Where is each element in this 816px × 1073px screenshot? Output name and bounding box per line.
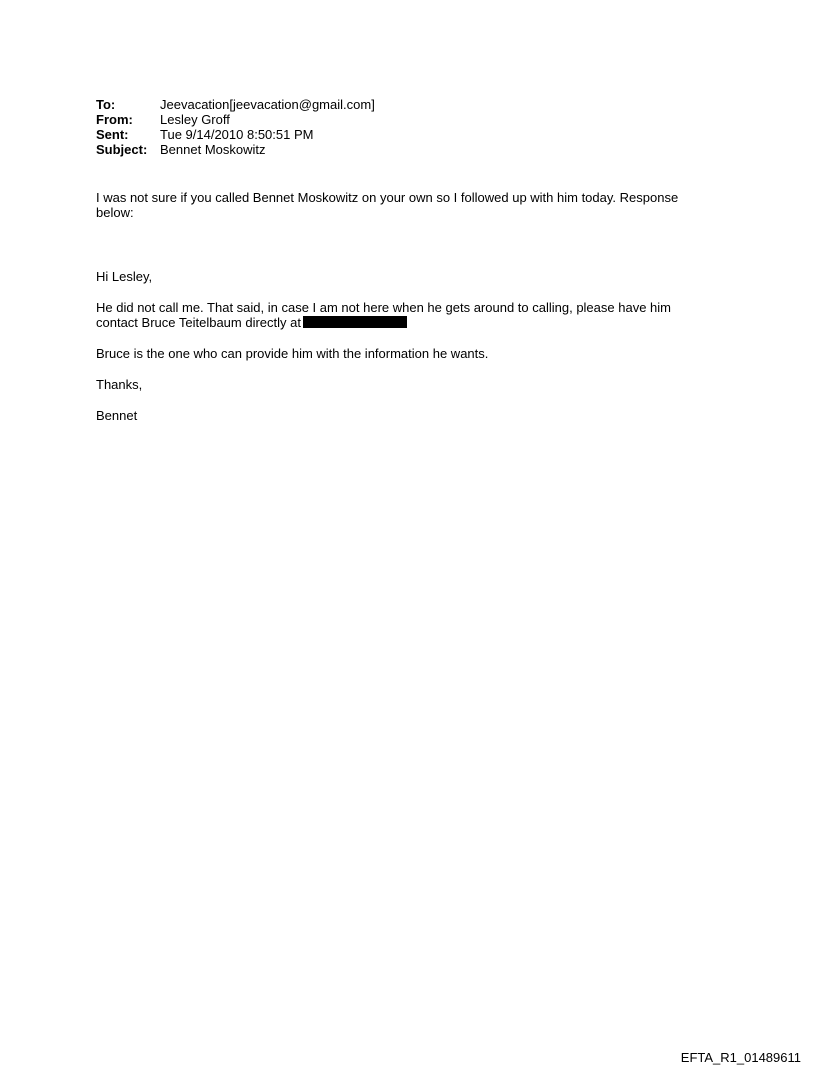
header-from-label: From: (96, 112, 133, 127)
header-to-row (96, 97, 375, 112)
header-subject-row (96, 142, 375, 157)
body-paragraph-1 (96, 300, 716, 330)
header-sent-label: Sent: (96, 127, 129, 142)
greeting: Hi Lesley, (96, 269, 153, 284)
header-sent-value: Tue 9/14/2010 8:50:51 PM (160, 127, 314, 142)
header-from-row (96, 112, 375, 127)
header-sent-row (96, 127, 375, 142)
intro-line-1: I was not sure if you called Bennet Moskowitz on your own so I followed up with him today. Response (96, 190, 679, 205)
header-to-label: To: (96, 97, 116, 112)
intro-paragraph (96, 190, 716, 220)
header-subject-value: Bennet Moskowitz (160, 142, 266, 157)
document-id: EFTA_R1_01489611 (680, 1050, 801, 1065)
header-subject-label: Subject: (96, 142, 148, 157)
email-header (96, 97, 375, 157)
closing: Thanks, (96, 377, 143, 392)
redaction-box (303, 316, 407, 328)
body-paragraph-2: Bruce is the one who can provide him with the information he wants. (96, 346, 489, 361)
signature: Bennet (96, 408, 138, 423)
intro-line-2: below: (96, 205, 134, 220)
body-paragraph-1-line-2-text: contact Bruce Teitelbaum directly at (96, 315, 301, 330)
body-paragraph-1-line-2 (96, 315, 716, 330)
header-to-value: Jeevacation[jeevacation@gmail.com] (160, 97, 375, 112)
body-paragraph-1-line-1: He did not call me. That said, in case I am not here when he gets around to calling, please have him (96, 300, 671, 315)
header-from-value: Lesley Groff (160, 112, 230, 127)
